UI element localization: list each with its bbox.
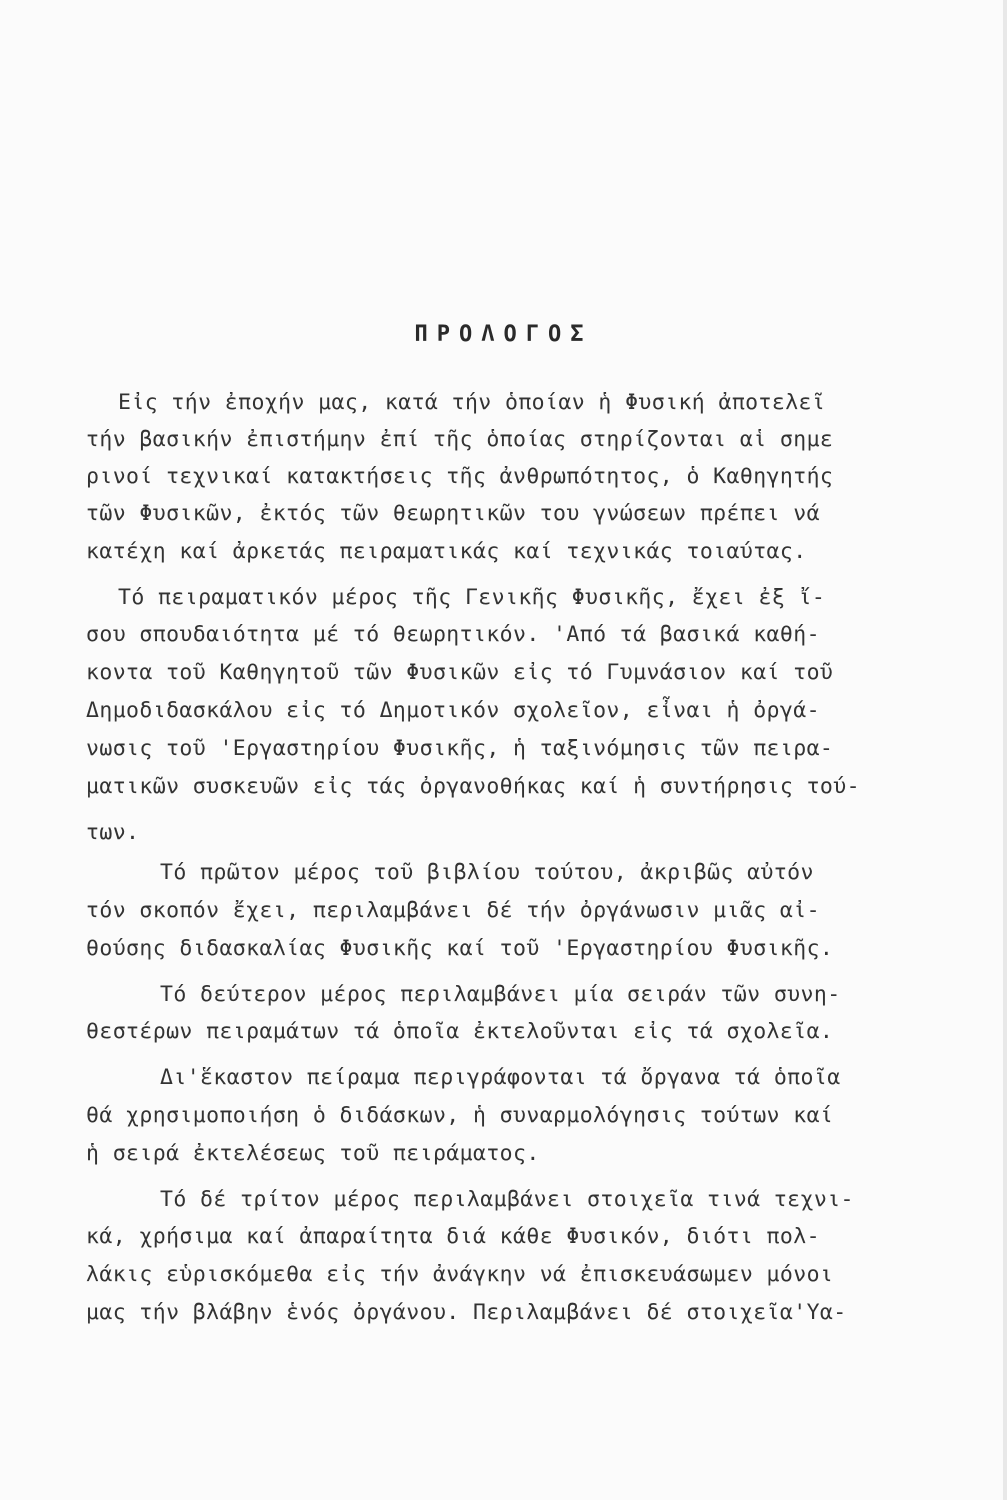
text-line: λάκις εὑρισκόμεθα εἰς τήν ἀνάγκην νά ἐπισκευάσωμεν μόνοι — [86, 1262, 834, 1287]
text-line: Εἰς τήν ἐποχήν μας, κατά τήν ὁποίαν ἡ Φυσική ἀποτελεῖ — [118, 390, 826, 415]
text-line: τόν σκοπόν ἔχει, περιλαμβάνει δέ τήν ὀργάνωσιν μιᾶς αἰ- — [86, 898, 820, 923]
text-line: τῶν Φυσικῶν, ἐκτός τῶν θεωρητικῶν του γνώσεων πρέπει νά — [86, 501, 820, 526]
text-line: σου σπουδαιότητα μέ τό θεωρητικόν. 'Από τά βασικά καθή- — [86, 622, 820, 647]
text-line: νωσις τοῦ 'Εργαστηρίου Φυσικῆς, ἡ ταξινόμησις τῶν πειρα- — [86, 736, 834, 761]
text-line: κατέχη καί ἀρκετάς πειραματικάς καί τεχνικάς τοιαύτας. — [86, 539, 807, 564]
text-line: Τό πρῶτον μέρος τοῦ βιβλίου τούτου, ἀκριβῶς αὐτόν — [160, 860, 814, 885]
text-line: θεστέρων πειραμάτων τά ὁποῖα ἐκτελοῦνται εἰς τά σχολεῖα. — [86, 1019, 834, 1044]
text-line: θά χρησιμοποιήση ὁ διδάσκων, ἡ συναρμολόγησις τούτων καί — [86, 1103, 834, 1128]
text-line: θούσης διδασκαλίας Φυσικῆς καί τοῦ 'Εργαστηρίου Φυσικῆς. — [86, 936, 834, 961]
text-line: κοντα τοῦ Καθηγητοῦ τῶν Φυσικῶν εἰς τό Γυμνάσιον καί τοῦ — [86, 660, 834, 685]
text-line: ἡ σειρά ἐκτελέσεως τοῦ πειράματος. — [86, 1141, 540, 1166]
text-line: μας τήν βλάβην ἑνός ὀργάνου. Περιλαμβάνει δέ στοιχεῖα'Υα- — [86, 1300, 847, 1325]
text-line: ρινοί τεχνικαί κατακτήσεις τῆς ἀνθρωπότητος, ὁ Καθηγητής — [86, 464, 834, 489]
text-line: Δημοδιδασκάλου εἰς τό Δημοτικόν σχολεῖον, εἶναι ἡ ὀργά- — [86, 698, 820, 723]
page-title: ΠΡΟΛΟΓΟΣ — [414, 322, 593, 347]
text-line: Τό δέ τρίτον μέρος περιλαμβάνει στοιχεῖα τινά τεχνι- — [160, 1187, 854, 1212]
text-line: Τό δεύτερον μέρος περιλαμβάνει μία σειράν τῶν συνη- — [160, 982, 841, 1007]
text-line: των. — [86, 820, 140, 845]
text-line: Τό πειραματικόν μέρος τῆς Γενικῆς Φυσικῆς, ἔχει ἐξ ἴ- — [118, 585, 826, 610]
text-line: Δι'ἕκαστον πείραμα περιγράφονται τά ὄργανα τά ὁποῖα — [160, 1065, 841, 1090]
text-line: ματικῶν συσκευῶν εἰς τάς ὀργανοθήκας καί ἡ συντήρησις τού- — [86, 774, 860, 799]
page-edge — [1003, 0, 1007, 1500]
text-line: κά, χρήσιμα καί ἀπαραίτητα διά κάθε Φυσικόν, διότι πολ- — [86, 1224, 820, 1249]
text-line: τήν βασικήν ἐπιστήμην ἐπί τῆς ὁποίας στηρίζονται αἱ σημε — [86, 427, 834, 452]
